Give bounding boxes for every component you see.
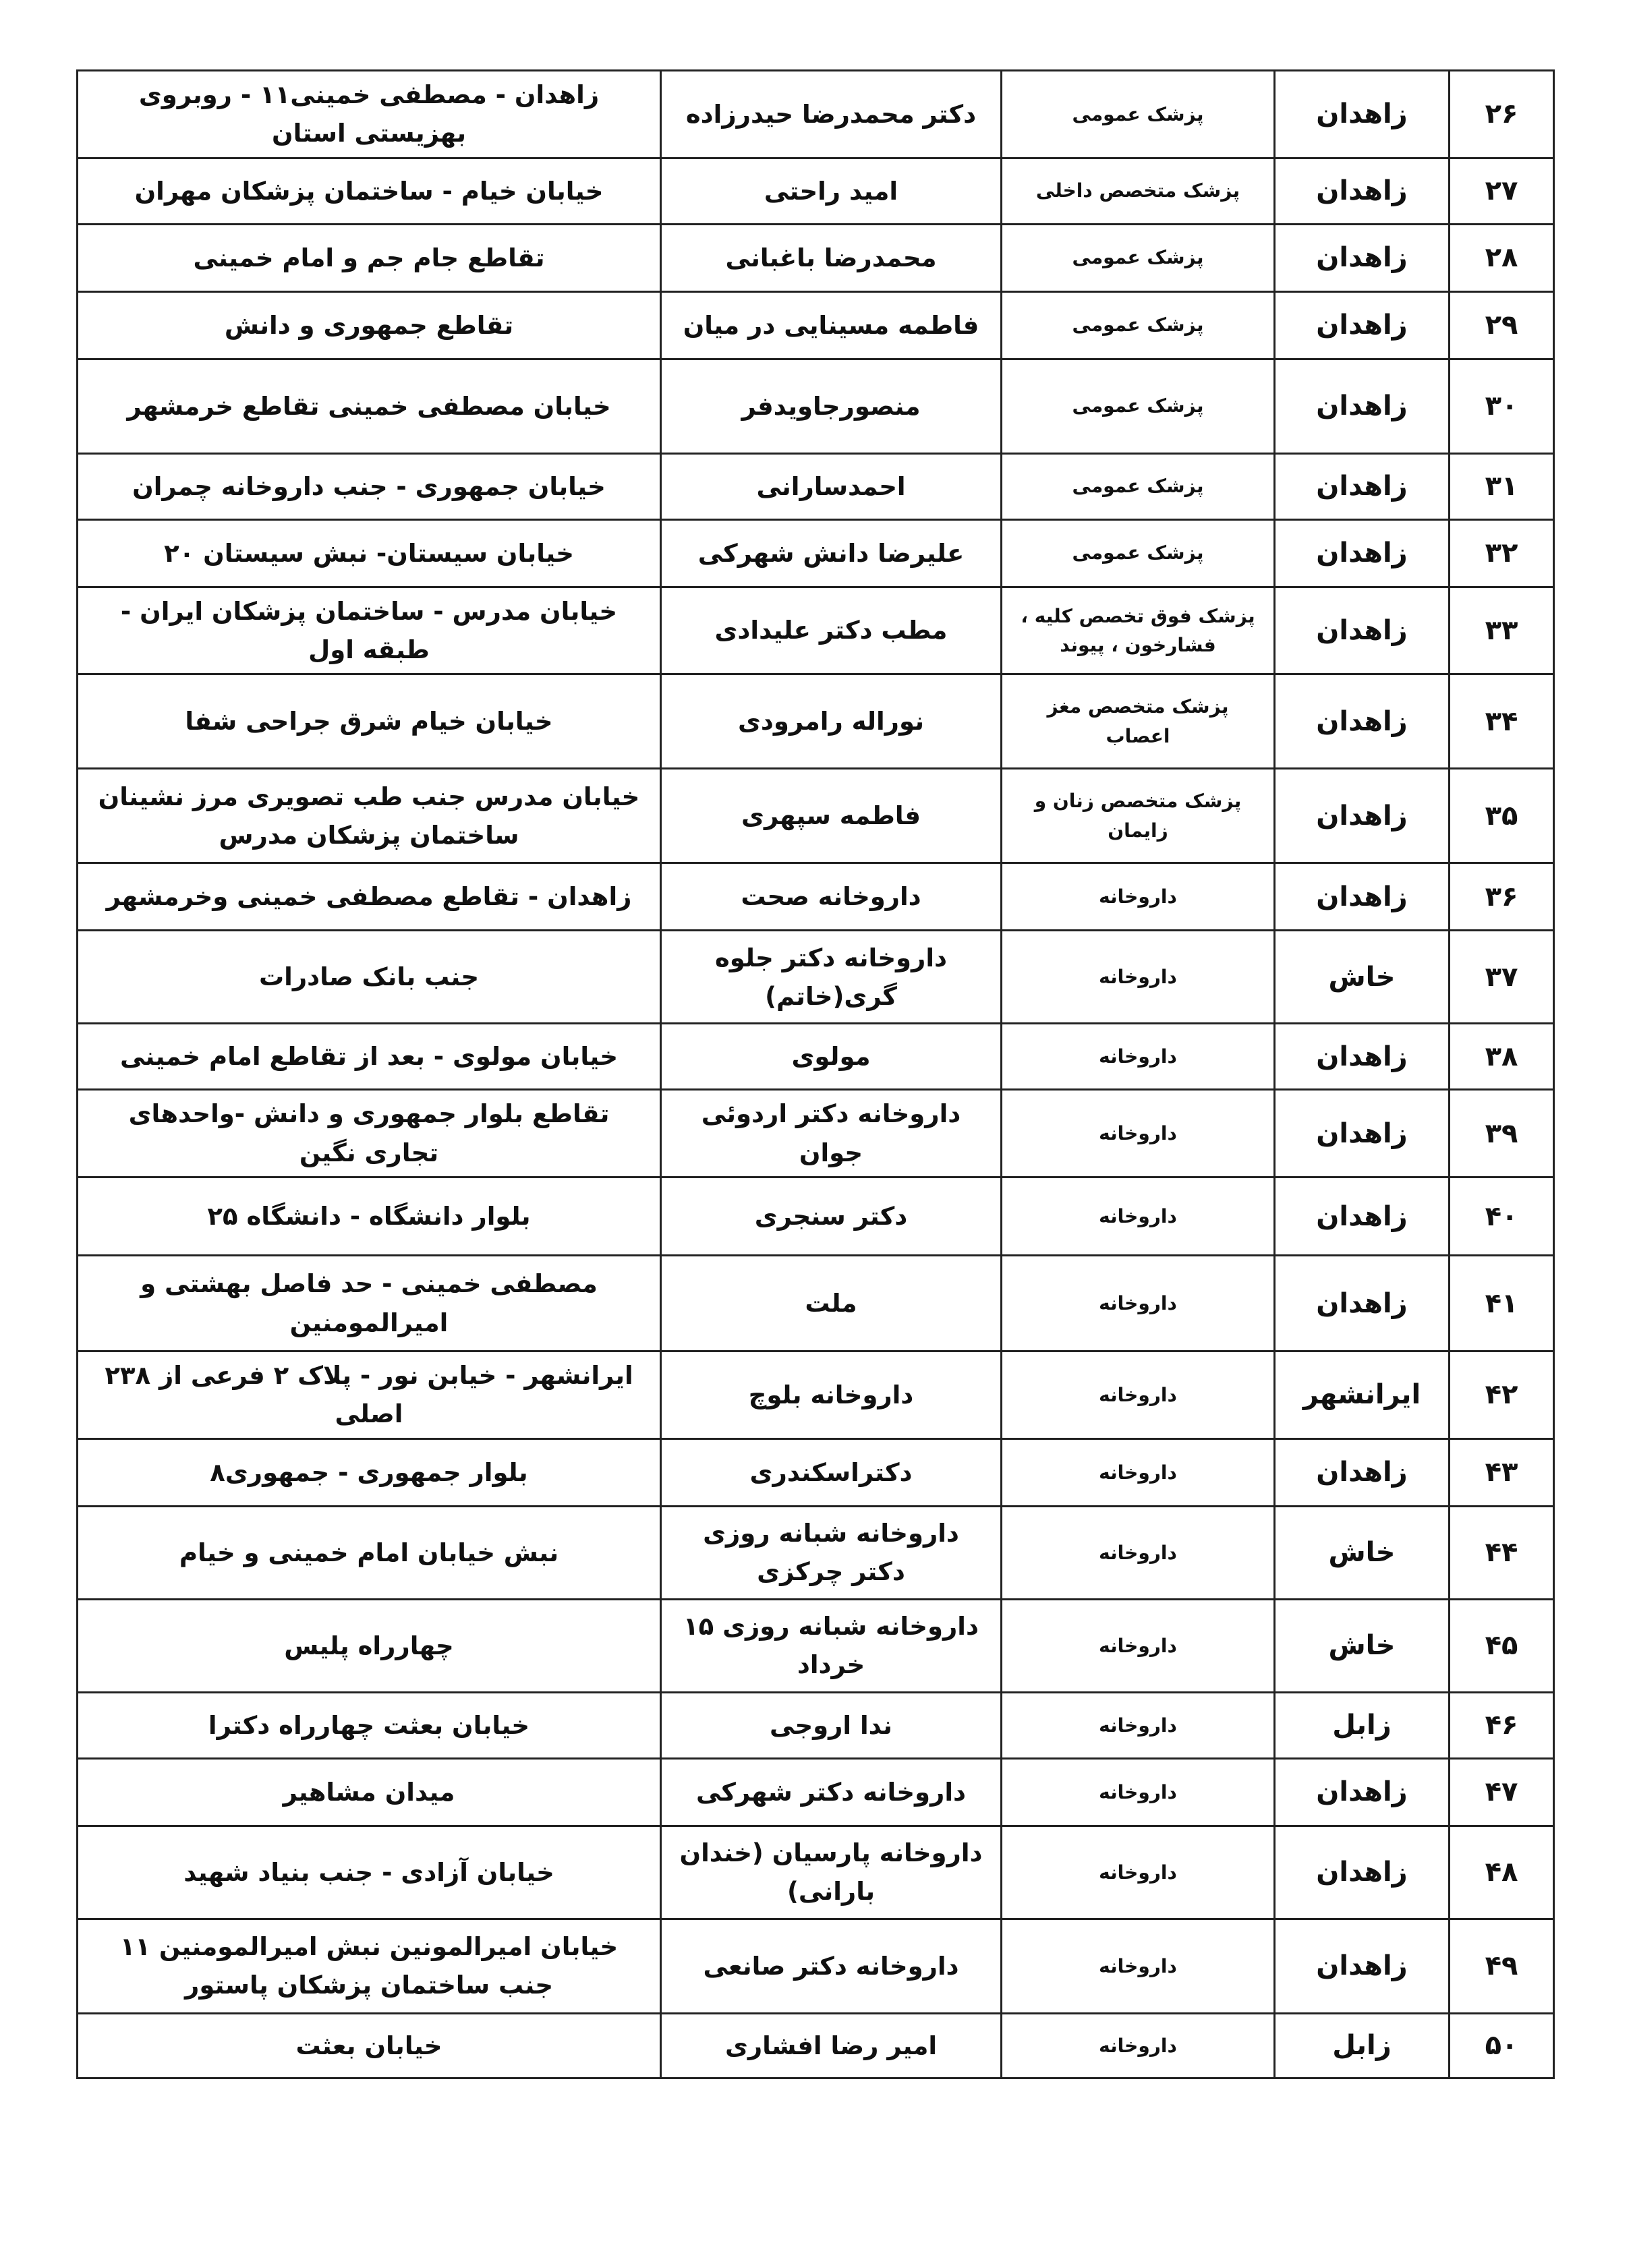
address-cell: میدان مشاهیر [78, 1758, 661, 1826]
address-cell: مصطفی خمینی - حد فاصل بهشتی و امیرالمومنین [78, 1256, 661, 1351]
address-cell: خیابان مدرس - ساختمان پزشکان ایران - طبقه اول [78, 587, 661, 674]
address-cell: تقاطع بلوار جمهوری و دانش -واحدهای تجاری نگین [78, 1090, 661, 1177]
specialty-cell: داروخانه [1002, 1919, 1275, 2013]
table-row [78, 453, 1554, 519]
specialty-cell: پزشک عمومی [1002, 71, 1275, 158]
specialty-cell: داروخانه [1002, 1506, 1275, 1599]
row-number: ۳۶ [1450, 863, 1554, 931]
table-row [78, 2013, 1554, 2078]
name-cell: داروخانه دکتر شهرکی [661, 1758, 1002, 1826]
row-number: ۴۹ [1450, 1919, 1554, 2013]
city-cell: زاهدان [1275, 1758, 1450, 1826]
specialty-cell: پزشک عمومی [1002, 519, 1275, 587]
specialty-cell: داروخانه [1002, 1177, 1275, 1256]
table-row [78, 1351, 1554, 1439]
row-number: ۴۶ [1450, 1692, 1554, 1758]
row-number: ۲۹ [1450, 291, 1554, 359]
specialty-cell: داروخانه [1002, 863, 1275, 931]
city-cell: زاهدان [1275, 1438, 1450, 1506]
city-cell: زاهدان [1275, 674, 1450, 769]
city-cell: زاهدان [1275, 453, 1450, 519]
row-number: ۴۴ [1450, 1506, 1554, 1599]
specialty-cell: پزشک عمومی [1002, 359, 1275, 453]
specialty-cell: داروخانه [1002, 1090, 1275, 1177]
city-cell: زاهدان [1275, 519, 1450, 587]
address-cell: بلوار دانشگاه - دانشگاه ۲۵ [78, 1177, 661, 1256]
specialty-cell: داروخانه [1002, 2013, 1275, 2078]
address-cell: چهارراه پلیس [78, 1599, 661, 1692]
address-cell: خیابان مصطفی خمینی تقاطع خرمشهر [78, 359, 661, 453]
row-number: ۳۸ [1450, 1024, 1554, 1090]
city-cell: زاهدان [1275, 224, 1450, 291]
address-cell: خیابان آزادی - جنب بنیاد شهید [78, 1826, 661, 1919]
table-row [78, 1256, 1554, 1351]
address-cell: خیابان مولوی - بعد از تقاطع امام خمینی [78, 1024, 661, 1090]
name-cell: داروخانه دکتر صانعی [661, 1919, 1002, 2013]
address-cell: تقاطع جمهوری و دانش [78, 291, 661, 359]
city-cell: خاش [1275, 1506, 1450, 1599]
name-cell: علیرضا دانش شهرکی [661, 519, 1002, 587]
specialty-cell: پزشک فوق تخصص کلیه ، فشارخون ، پیوند [1002, 587, 1275, 674]
specialty-cell: داروخانه [1002, 1692, 1275, 1758]
row-number: ۲۸ [1450, 224, 1554, 291]
table-row [78, 863, 1554, 931]
address-cell: ایرانشهر - خیابن نور - پلاک ۲ فرعی از ۲۳۸ اصلی [78, 1351, 661, 1439]
address-cell: تقاطع جام جم و امام خمینی [78, 224, 661, 291]
address-cell: خیابان مدرس جنب طب تصویری مرز نشینان ساختمان پزشکان مدرس [78, 769, 661, 863]
specialty-cell: داروخانه [1002, 1599, 1275, 1692]
row-number: ۴۳ [1450, 1438, 1554, 1506]
row-number: ۵۰ [1450, 2013, 1554, 2078]
row-number: ۳۹ [1450, 1090, 1554, 1177]
address-cell: خیابان بعثت [78, 2013, 661, 2078]
city-cell: زاهدان [1275, 1919, 1450, 2013]
city-cell: خاش [1275, 1599, 1450, 1692]
row-number: ۳۱ [1450, 453, 1554, 519]
table-row [78, 224, 1554, 291]
row-number: ۳۲ [1450, 519, 1554, 587]
address-cell: خیابان خیام شرق جراحی شفا [78, 674, 661, 769]
city-cell: ایرانشهر [1275, 1351, 1450, 1439]
providers-table-body [78, 71, 1554, 2078]
name-cell: داروخانه شبانه روزی دکتر چرکزی [661, 1506, 1002, 1599]
row-number: ۳۰ [1450, 359, 1554, 453]
table-row [78, 1090, 1554, 1177]
table-row [78, 1506, 1554, 1599]
city-cell: زاهدان [1275, 769, 1450, 863]
table-row [78, 674, 1554, 769]
table-row [78, 1692, 1554, 1758]
specialty-cell: پزشک متخصص داخلی [1002, 158, 1275, 224]
table-row [78, 931, 1554, 1024]
name-cell: داروخانه صحت [661, 863, 1002, 931]
name-cell: امیر رضا افشاری [661, 2013, 1002, 2078]
name-cell: ملت [661, 1256, 1002, 1351]
row-number: ۳۷ [1450, 931, 1554, 1024]
row-number: ۴۱ [1450, 1256, 1554, 1351]
city-cell: خاش [1275, 931, 1450, 1024]
name-cell: فاطمه سپهری [661, 769, 1002, 863]
row-number: ۲۷ [1450, 158, 1554, 224]
city-cell: زاهدان [1275, 1024, 1450, 1090]
table-row [78, 519, 1554, 587]
table-row [78, 1024, 1554, 1090]
specialty-cell: داروخانه [1002, 1024, 1275, 1090]
specialty-cell: داروخانه [1002, 1351, 1275, 1439]
row-number: ۴۲ [1450, 1351, 1554, 1439]
name-cell: محمدرضا باغبانی [661, 224, 1002, 291]
city-cell: زاهدان [1275, 291, 1450, 359]
row-number: ۳۳ [1450, 587, 1554, 674]
specialty-cell: پزشک متخصص زنان و زایمان [1002, 769, 1275, 863]
city-cell: زابل [1275, 2013, 1450, 2078]
city-cell: زاهدان [1275, 1177, 1450, 1256]
name-cell: دکتر سنجری [661, 1177, 1002, 1256]
city-cell: زاهدان [1275, 1090, 1450, 1177]
table-row [78, 1599, 1554, 1692]
name-cell: فاطمه مسینایی در میان [661, 291, 1002, 359]
row-number: ۴۷ [1450, 1758, 1554, 1826]
specialty-cell: داروخانه [1002, 1826, 1275, 1919]
address-cell: نبش خیابان امام خمینی و خیام [78, 1506, 661, 1599]
address-cell: خیابان امیرالمونین نبش امیرالمومنین ۱۱ جنب ساختمان پزشکان پاستور [78, 1919, 661, 2013]
row-number: ۳۵ [1450, 769, 1554, 863]
table-row [78, 1438, 1554, 1506]
address-cell: زاهدان - مصطفی خمینی۱۱ - روبروی بهزیستی استان [78, 71, 661, 158]
name-cell: دکتراسکندری [661, 1438, 1002, 1506]
row-number: ۴۰ [1450, 1177, 1554, 1256]
name-cell: دکتر محمدرضا حیدرزاده [661, 71, 1002, 158]
city-cell: زاهدان [1275, 587, 1450, 674]
table-row [78, 359, 1554, 453]
table-row [78, 291, 1554, 359]
name-cell: داروخانه دکتر جلوه گری(خاتم) [661, 931, 1002, 1024]
name-cell: داروخانه بلوچ [661, 1351, 1002, 1439]
specialty-cell: پزشک عمومی [1002, 291, 1275, 359]
table-row [78, 1919, 1554, 2013]
name-cell: داروخانه شبانه روزی ۱۵ خرداد [661, 1599, 1002, 1692]
address-cell: خیابان سیستان- نبش سیستان ۲۰ [78, 519, 661, 587]
address-cell: زاهدان - تقاطع مصطفی خمینی وخرمشهر [78, 863, 661, 931]
name-cell: ندا اروجی [661, 1692, 1002, 1758]
name-cell: منصورجاویدفر [661, 359, 1002, 453]
address-cell: خیابان خیام - ساختمان پزشکان مهران [78, 158, 661, 224]
city-cell: زاهدان [1275, 359, 1450, 453]
table-row [78, 769, 1554, 863]
specialty-cell: داروخانه [1002, 1758, 1275, 1826]
specialty-cell: داروخانه [1002, 1256, 1275, 1351]
city-cell: زاهدان [1275, 158, 1450, 224]
city-cell: زاهدان [1275, 1256, 1450, 1351]
name-cell: احمدسارانی [661, 453, 1002, 519]
table-row [78, 158, 1554, 224]
table-row [78, 1826, 1554, 1919]
address-cell: جنب بانک صادرات [78, 931, 661, 1024]
specialty-cell: داروخانه [1002, 931, 1275, 1024]
table-row [78, 1758, 1554, 1826]
table-row [78, 587, 1554, 674]
address-cell: خیابان بعثت چهارراه دکترا [78, 1692, 661, 1758]
providers-table [76, 69, 1555, 2079]
table-row [78, 71, 1554, 158]
name-cell: امید راحتی [661, 158, 1002, 224]
city-cell: زاهدان [1275, 1826, 1450, 1919]
table-row [78, 1177, 1554, 1256]
city-cell: زابل [1275, 1692, 1450, 1758]
specialty-cell: پزشک عمومی [1002, 453, 1275, 519]
address-cell: خیابان جمهوری - جنب داروخانه چمران [78, 453, 661, 519]
address-cell: بلوار جمهوری - جمهوری۸ [78, 1438, 661, 1506]
name-cell: مولوی [661, 1024, 1002, 1090]
city-cell: زاهدان [1275, 71, 1450, 158]
row-number: ۴۵ [1450, 1599, 1554, 1692]
row-number: ۲۶ [1450, 71, 1554, 158]
row-number: ۳۴ [1450, 674, 1554, 769]
specialty-cell: پزشک عمومی [1002, 224, 1275, 291]
specialty-cell: پزشک متخصص مغز اعصاب [1002, 674, 1275, 769]
name-cell: داروخانه دکتر اردوئی جوان [661, 1090, 1002, 1177]
name-cell: داروخانه پارسیان (خندان بارانی) [661, 1826, 1002, 1919]
name-cell: مطب دکتر علیدادی [661, 587, 1002, 674]
row-number: ۴۸ [1450, 1826, 1554, 1919]
city-cell: زاهدان [1275, 863, 1450, 931]
name-cell: نوراله رامرودی [661, 674, 1002, 769]
specialty-cell: داروخانه [1002, 1438, 1275, 1506]
